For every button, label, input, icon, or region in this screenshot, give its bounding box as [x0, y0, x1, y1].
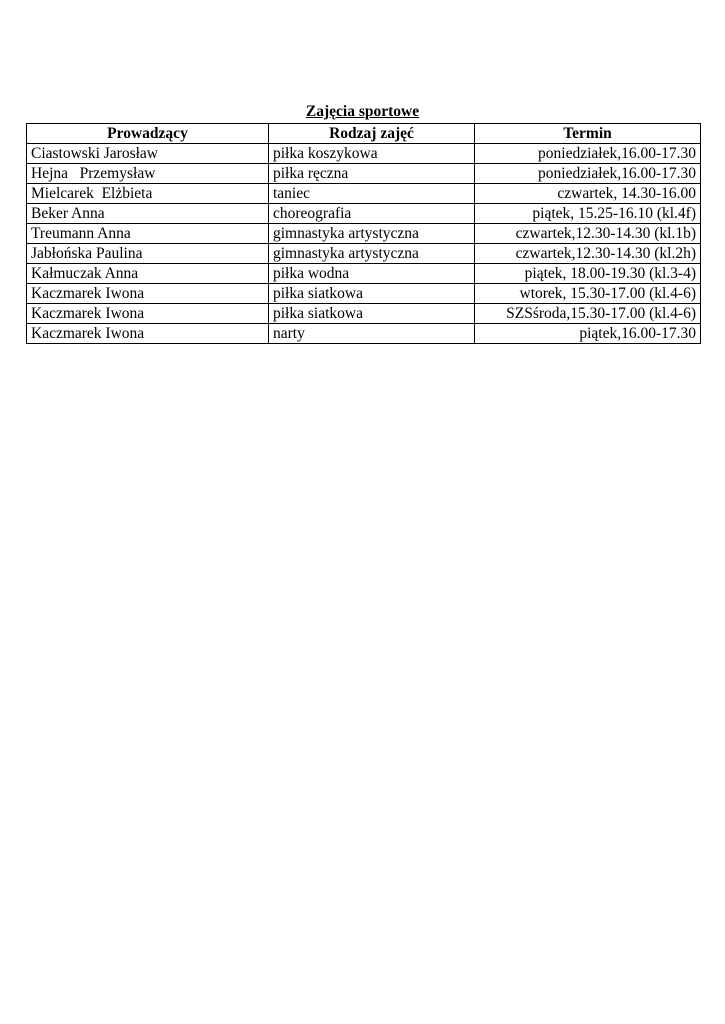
instructor-cell: Treumann Anna [27, 224, 269, 244]
instructor-cell: Kałmuczak Anna [27, 264, 269, 284]
instructor-cell: Kaczmarek Iwona [27, 284, 269, 304]
instructor-cell: Mielcarek Elżbieta [27, 184, 269, 204]
schedule-cell: piątek, 15.25-16.10 (kl.4f) [475, 204, 701, 224]
schedule-cell: czwartek,12.30-14.30 (kl.1b) [475, 224, 701, 244]
activity-cell: narty [269, 324, 475, 344]
schedule-cell: czwartek,12.30-14.30 (kl.2h) [475, 244, 701, 264]
activity-cell: piłka ręczna [269, 164, 475, 184]
instructor-cell: Ciastowski Jarosław [27, 144, 269, 164]
schedule-cell: piątek,16.00-17.30 [475, 324, 701, 344]
table-row [27, 304, 701, 324]
activity-cell: piłka wodna [269, 264, 475, 284]
activity-cell: gimnastyka artystyczna [269, 224, 475, 244]
table-row [27, 224, 701, 244]
table-row [27, 284, 701, 304]
instructor-cell: Kaczmarek Iwona [27, 304, 269, 324]
column-header-schedule: Termin [475, 124, 701, 144]
table-row [27, 324, 701, 344]
table-row [27, 244, 701, 264]
instructor-cell: Jabłońska Paulina [27, 244, 269, 264]
activity-cell: choreografia [269, 204, 475, 224]
schedule-cell: poniedziałek,16.00-17.30 [475, 164, 701, 184]
activity-cell: piłka koszykowa [269, 144, 475, 164]
instructor-cell: Kaczmarek Iwona [27, 324, 269, 344]
table-header-row [27, 124, 701, 144]
instructor-cell: Beker Anna [27, 204, 269, 224]
table-row [27, 144, 701, 164]
schedule-cell: poniedziałek,16.00-17.30 [475, 144, 701, 164]
table-row [27, 204, 701, 224]
schedule-cell: czwartek, 14.30-16.00 [475, 184, 701, 204]
document-title: Zajęcia sportowe [305, 103, 420, 120]
activity-cell: piłka siatkowa [269, 304, 475, 324]
table-row [27, 184, 701, 204]
table-row [27, 264, 701, 284]
table-row [27, 164, 701, 184]
column-header-activity-type: Rodzaj zajęć [269, 124, 475, 144]
schedule-cell: SZSśroda,15.30-17.00 (kl.4-6) [475, 304, 701, 324]
column-header-instructor: Prowadzący [27, 124, 269, 144]
schedule-cell: piątek, 18.00-19.30 (kl.3-4) [475, 264, 701, 284]
activity-cell: taniec [269, 184, 475, 204]
schedule-cell: wtorek, 15.30-17.00 (kl.4-6) [475, 284, 701, 304]
instructor-cell: Hejna Przemysław [27, 164, 269, 184]
sports-schedule-table [26, 123, 701, 344]
activity-cell: gimnastyka artystyczna [269, 244, 475, 264]
activity-cell: piłka siatkowa [269, 284, 475, 304]
